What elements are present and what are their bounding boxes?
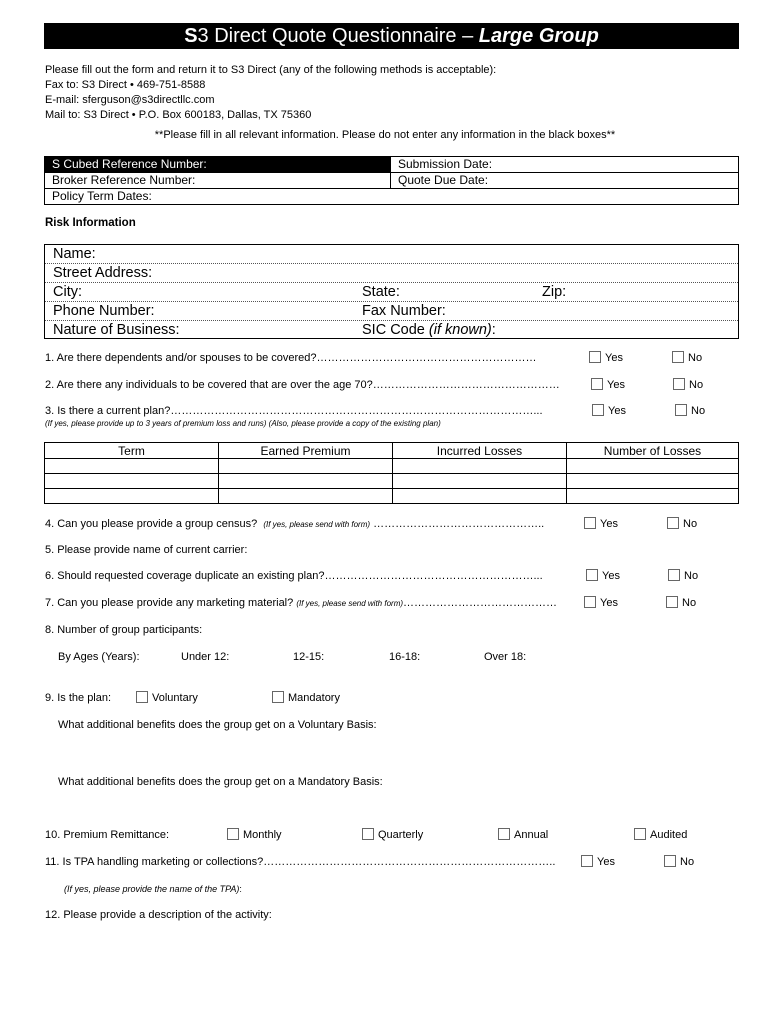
q3-yes-checkbox[interactable]	[592, 404, 604, 416]
q7-yes-label: Yes	[600, 597, 618, 609]
intro-instructions	[45, 63, 496, 123]
age-under-12[interactable]: Under 12:	[181, 651, 230, 663]
table-cell[interactable]	[393, 489, 567, 504]
question-5: 5. Please provide name of current carrier:	[45, 544, 248, 556]
zip-label: Zip:	[542, 284, 567, 300]
q7-no-label: No	[682, 597, 697, 609]
fill-note: **Please fill in all relevant information. Please do not enter any information in the black boxes**	[154, 129, 616, 141]
table-cell[interactable]	[567, 489, 739, 504]
audited-checkbox[interactable]	[634, 828, 646, 840]
tpa-note-colon: :	[239, 884, 242, 894]
q1-yes-label: Yes	[605, 352, 623, 364]
title-s: S	[184, 25, 198, 47]
question-11-note	[64, 884, 242, 894]
sic-text: SIC Code	[362, 322, 429, 338]
q6-no-label: No	[684, 570, 699, 582]
table-cell[interactable]	[45, 459, 219, 474]
q4-no-checkbox[interactable]	[667, 517, 679, 529]
risk-info-box	[44, 244, 739, 339]
page-title	[44, 23, 739, 49]
city-label: City:	[53, 284, 82, 300]
phone-row[interactable]	[45, 301, 738, 320]
broker-reference-cell[interactable]: Broker Reference Number:	[45, 173, 391, 189]
sic-colon: :	[491, 322, 496, 338]
annual-checkbox[interactable]	[498, 828, 510, 840]
policy-term-dates-cell[interactable]: Policy Term Dates:	[45, 189, 739, 205]
voluntary-label: Voluntary	[152, 692, 198, 704]
table-cell[interactable]	[45, 489, 219, 504]
monthly-checkbox[interactable]	[227, 828, 239, 840]
q7-yes-checkbox[interactable]	[584, 596, 596, 608]
question-7-text: 7. Can you please provide any marketing material?	[45, 597, 294, 609]
annual-label: Annual	[514, 829, 549, 841]
question-6: 6. Should requested coverage duplicate an existing plan?…………………………………………………...	[45, 570, 543, 582]
name-row[interactable]	[45, 245, 738, 264]
quarterly-label: Quarterly	[378, 829, 424, 841]
intro-line-1: Please fill out the form and return it to S3 Direct (any of the following methods is acceptable):	[45, 64, 497, 76]
title-main: 3 Direct Quote Questionnaire –	[197, 25, 479, 47]
q6-yes-checkbox[interactable]	[586, 569, 598, 581]
q4-yes-checkbox[interactable]	[584, 517, 596, 529]
question-11: 11. Is TPA handling marketing or collections?……………………………………………………………………..	[45, 856, 556, 868]
city-row[interactable]	[45, 282, 738, 301]
sic-label	[362, 321, 496, 340]
quote-due-date-cell[interactable]: Quote Due Date:	[391, 173, 739, 189]
monthly-label: Monthly	[243, 829, 282, 841]
reference-table	[44, 156, 739, 205]
quarterly-checkbox[interactable]	[362, 828, 374, 840]
table-cell[interactable]	[219, 489, 393, 504]
title-emphasis: Large Group	[478, 25, 599, 47]
q4-yes-label: Yes	[600, 518, 618, 530]
age-16-18[interactable]: 16-18:	[389, 651, 421, 663]
question-7-note: (If yes, please send with form)	[296, 599, 404, 608]
street-label: Street Address:	[53, 265, 153, 281]
audited-label: Audited	[650, 829, 688, 841]
q3-yes-label: Yes	[608, 405, 626, 417]
table-cell[interactable]	[393, 459, 567, 474]
risk-section-title: Risk Information	[45, 217, 136, 229]
state-label: State:	[362, 284, 400, 300]
table-cell[interactable]	[393, 474, 567, 489]
question-8: 8. Number of group participants:	[45, 624, 203, 636]
voluntary-benefits-prompt: What additional benefits does the group get on a Voluntary Basis:	[58, 719, 377, 731]
mandatory-benefits-prompt: What additional benefits does the group get on a Mandatory Basis:	[58, 776, 383, 788]
q2-yes-checkbox[interactable]	[591, 378, 603, 390]
table-row[interactable]	[45, 474, 739, 489]
intro-email: E-mail: sferguson@s3directllc.com	[45, 94, 215, 106]
name-label: Name:	[53, 246, 96, 262]
q6-yes-label: Yes	[602, 570, 620, 582]
table-cell[interactable]	[567, 474, 739, 489]
q2-no-checkbox[interactable]	[673, 378, 685, 390]
question-4-note: (If yes, please send with form)	[263, 520, 371, 529]
table-row[interactable]	[45, 489, 739, 504]
table-cell[interactable]	[219, 474, 393, 489]
question-7	[45, 597, 557, 609]
ages-label: By Ages (Years):	[58, 651, 140, 663]
question-4	[45, 518, 544, 530]
table-cell[interactable]	[45, 474, 219, 489]
header-earned-premium: Earned Premium	[219, 443, 393, 459]
age-12-15[interactable]: 12-15:	[293, 651, 325, 663]
nature-row[interactable]	[45, 320, 738, 339]
sic-if-known: (if known)	[428, 322, 492, 338]
voluntary-checkbox[interactable]	[136, 691, 148, 703]
loss-table-header	[45, 443, 739, 459]
question-12: 12. Please provide a description of the activity:	[45, 909, 272, 921]
table-cell[interactable]	[219, 459, 393, 474]
fax-label: Fax Number:	[362, 303, 446, 319]
question-10: 10. Premium Remittance:	[45, 829, 170, 841]
mandatory-checkbox[interactable]	[272, 691, 284, 703]
age-over-18[interactable]: Over 18:	[484, 651, 527, 663]
q2-yes-label: Yes	[607, 379, 625, 391]
header-incurred-losses: Incurred Losses	[393, 443, 567, 459]
q4-no-label: No	[683, 518, 698, 530]
s-cubed-reference-cell: S Cubed Reference Number:	[45, 157, 391, 173]
nature-label: Nature of Business:	[53, 322, 180, 338]
question-7-dots: ……………………………………	[403, 597, 558, 609]
q11-no-checkbox[interactable]	[664, 855, 676, 867]
q1-no-label: No	[688, 352, 703, 364]
q7-no-checkbox[interactable]	[666, 596, 678, 608]
q11-yes-label: Yes	[597, 856, 615, 868]
phone-label: Phone Number:	[53, 303, 155, 319]
question-3-note: (If yes, please provide up to 3 years of premium loss and runs) (Also, please provide a copy of the existing plan)	[45, 419, 441, 428]
q11-no-label: No	[680, 856, 695, 868]
q2-no-label: No	[689, 379, 704, 391]
question-1: 1. Are there dependents and/or spouses to be covered?……………………………………………………	[45, 352, 537, 364]
q1-no-checkbox[interactable]	[672, 351, 684, 363]
street-row[interactable]	[45, 263, 738, 282]
submission-date-cell[interactable]: Submission Date:	[391, 157, 739, 173]
loss-runs-table	[44, 442, 739, 504]
q1-yes-checkbox[interactable]	[589, 351, 601, 363]
table-row[interactable]	[45, 459, 739, 474]
intro-mail: Mail to: S3 Direct • P.O. Box 600183, Dallas, TX 75360	[45, 109, 312, 121]
q3-no-checkbox[interactable]	[675, 404, 687, 416]
tpa-note-text: (If yes, please provide the name of the TPA)	[64, 884, 240, 894]
q6-no-checkbox[interactable]	[668, 569, 680, 581]
q3-no-label: No	[691, 405, 706, 417]
question-2: 2. Are there any individuals to be covered that are over the age 70?……………………………………………	[45, 379, 560, 391]
question-3: 3. Is there a current plan?………………………………………………………………………………………...	[45, 405, 543, 417]
question-4-dots: ………………………………………..	[370, 518, 545, 530]
mandatory-label: Mandatory	[288, 692, 340, 704]
header-number-of-losses: Number of Losses	[567, 443, 739, 459]
intro-fax: Fax to: S3 Direct • 469-751-8588	[45, 79, 206, 91]
table-cell[interactable]	[567, 459, 739, 474]
question-4-text: 4. Can you please provide a group census?	[45, 518, 258, 530]
question-9: 9. Is the plan:	[45, 692, 112, 704]
header-term: Term	[45, 443, 219, 459]
q11-yes-checkbox[interactable]	[581, 855, 593, 867]
